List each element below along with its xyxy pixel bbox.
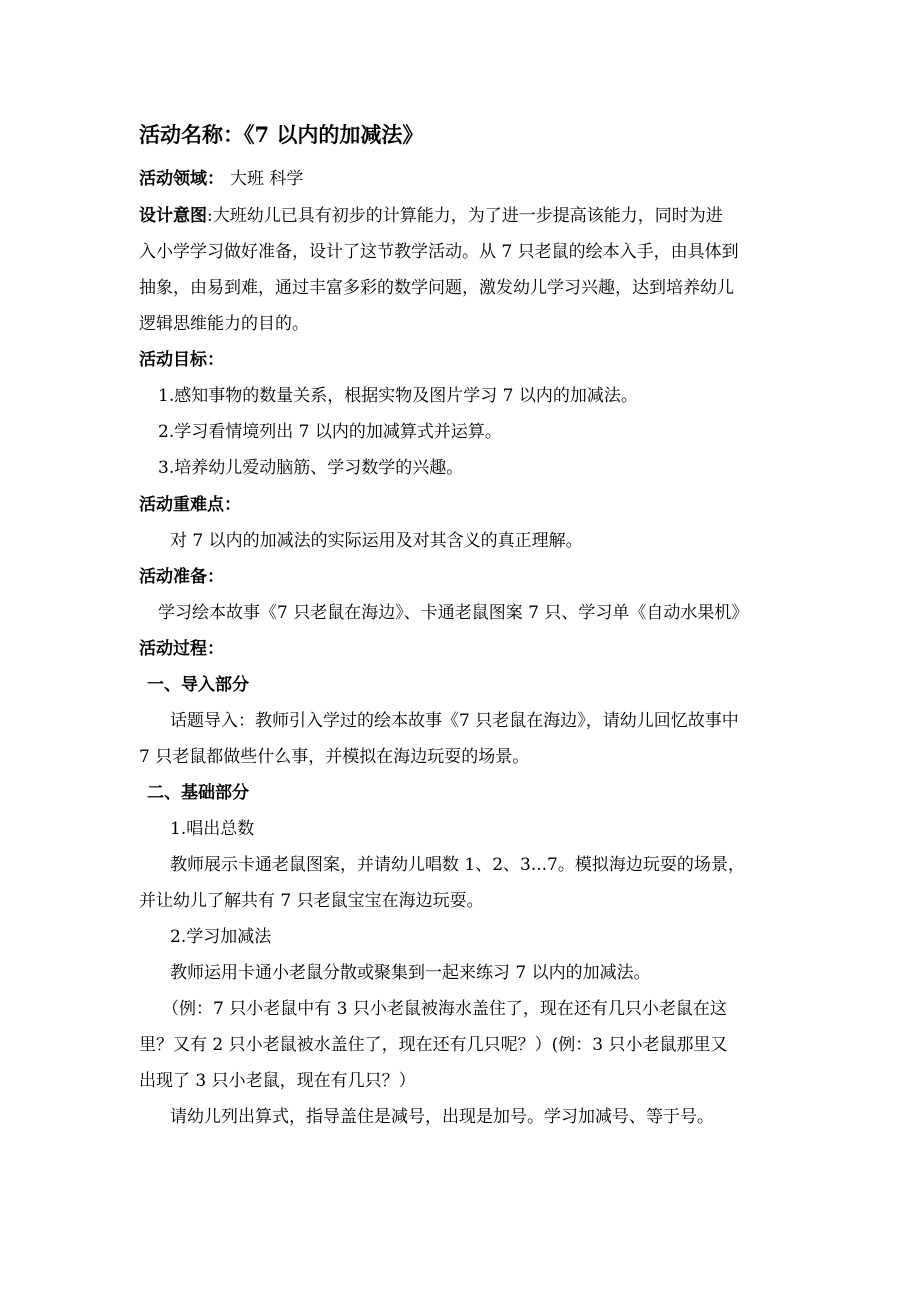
goal-item-2: 2.学习看情境列出 7 以内的加减算式并运算。 (158, 422, 502, 442)
design-intent-text: :大班幼儿已具有初步的计算能力，为了进一步提高该能力，同时为进 (207, 206, 723, 226)
design-intent-line-1 (139, 205, 723, 227)
goal-item-3: 3.培养幼儿爱动脑筋、学习数学的兴趣。 (158, 458, 464, 478)
part2-sub2-line-5: 请幼儿列出算式，指导盖住是减号，出现是加号。学习加减号、等于号。 (170, 1107, 714, 1127)
design-intent-line-2: 入小学学习做好准备，设计了这节教学活动。从 7 只老鼠的绘本入手，由具体到 (139, 242, 739, 262)
design-intent-line-3: 抽象，由易到难，通过丰富多彩的数学问题，激发幼儿学习兴趣，达到培养幼儿 (139, 278, 734, 298)
activity-domain-line (139, 168, 303, 190)
design-intent-line-4: 逻辑思维能力的目的。 (139, 314, 309, 334)
part2-sub2-line-1: 教师运用卡通小老鼠分散或聚集到一起来练习 7 以内的加减法。 (170, 963, 651, 983)
process-heading: 活动过程： (139, 639, 224, 659)
part1-heading: 一、导入部分 (147, 675, 249, 695)
activity-domain-label: 活动领域： (139, 169, 224, 189)
keypoints-heading: 活动重难点： (139, 495, 241, 515)
activity-domain-value: 大班 科学 (230, 169, 304, 189)
preparation-heading: 活动准备： (139, 567, 224, 587)
part2-sub2-heading: 2.学习加减法 (170, 927, 272, 947)
part1-line-2: 7 只老鼠都做些什么事，并模拟在海边玩耍的场景。 (139, 747, 530, 767)
preparation-text: 学习绘本故事《7 只老鼠在海边》、卡通老鼠图案 7 只、学习单《自动水果机》 (158, 603, 749, 623)
document-title: 活动名称：《7 以内的加减法》 (139, 122, 424, 147)
part2-heading: 二、基础部分 (147, 783, 249, 803)
part2-sub1-line-2: 并让幼儿了解共有 7 只老鼠宝宝在海边玩耍。 (139, 891, 484, 911)
part2-sub1-line-1: 教师展示卡通老鼠图案，并请幼儿唱数 1、2、3...7。模拟海边玩耍的场景， (170, 855, 745, 875)
keypoints-text: 对 7 以内的加减法的实际运用及对其含义的真正理解。 (170, 531, 583, 551)
part2-sub1-heading: 1.唱出总数 (170, 819, 255, 839)
part2-sub2-line-3: 里？又有 2 只小老鼠被水盖住了，现在还有几只呢？）(例：3 只小老鼠那里又 (139, 1035, 728, 1055)
part2-sub2-line-4: 出现了 3 只小老鼠，现在有几只？） (139, 1071, 416, 1091)
goals-heading: 活动目标： (139, 350, 224, 370)
design-intent-label: 设计意图 (139, 206, 207, 226)
goal-item-1: 1.感知事物的数量关系，根据实物及图片学习 7 以内的加减法。 (158, 386, 638, 406)
part2-sub2-line-2: （例：7 只小老鼠中有 3 只小老鼠被海水盖住了，现在还有几只小老鼠在这 (162, 999, 727, 1019)
part1-line-1: 话题导入：教师引入学过的绘本故事《7 只老鼠在海边》，请幼儿回忆故事中 (170, 711, 739, 731)
